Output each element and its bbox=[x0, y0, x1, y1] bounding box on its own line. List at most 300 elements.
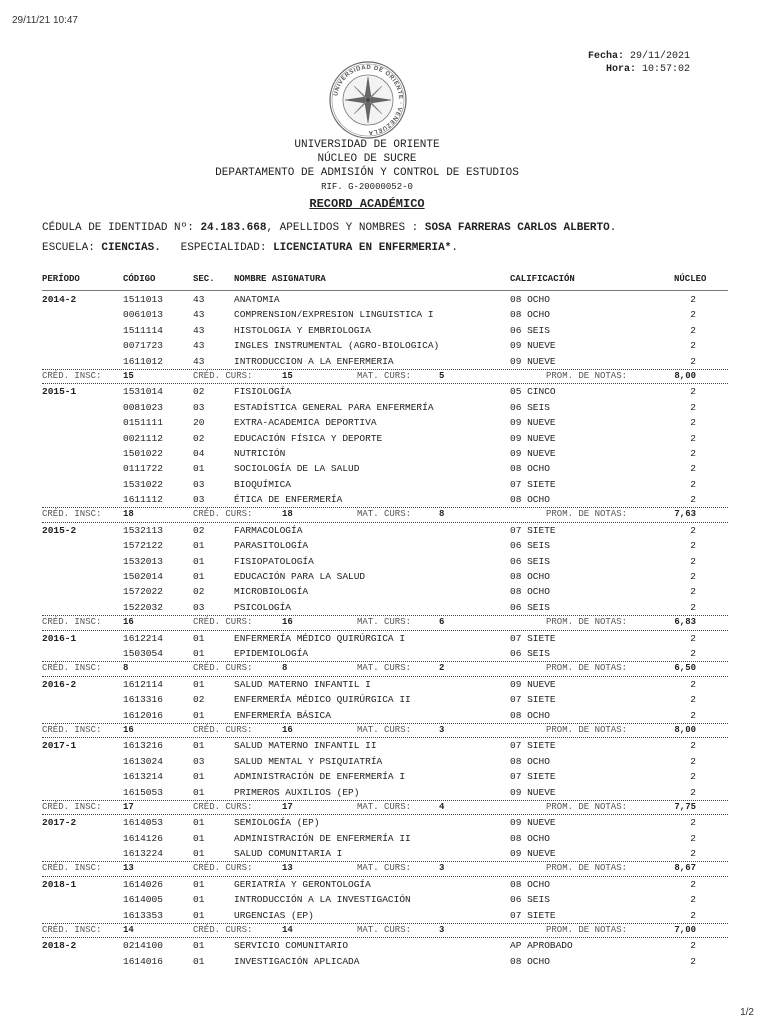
course-name-cell: ENFERMERÍA MÉDICO QUIRÚRGICA I bbox=[234, 632, 406, 644]
grade-cell: 09 NUEVE bbox=[510, 848, 556, 860]
course-name-cell: MICROBIOLOGÍA bbox=[234, 586, 309, 598]
cred-insc-value: 16 bbox=[123, 724, 134, 735]
table-row bbox=[42, 738, 728, 753]
code-cell: 1614005 bbox=[123, 894, 163, 906]
grade-cell: 06 SEIS bbox=[510, 894, 550, 906]
period-cell: 2017-1 bbox=[42, 740, 77, 752]
course-name-cell: GERIATRÍA Y GERONTOLOGÍA bbox=[234, 878, 371, 890]
section-cell: 43 bbox=[193, 309, 205, 321]
table-row bbox=[42, 584, 728, 599]
campus-cell: 2 bbox=[690, 832, 696, 844]
course-name-cell: SALUD COMUNITARIA I bbox=[234, 848, 343, 860]
average-value: 6,50 bbox=[674, 663, 696, 674]
campus-cell: 2 bbox=[690, 786, 696, 798]
period-cell: 2018-2 bbox=[42, 940, 77, 952]
section-cell: 01 bbox=[193, 771, 205, 783]
cred-curs-value: 14 bbox=[282, 925, 293, 936]
section-cell: 03 bbox=[193, 601, 205, 613]
id-label: CÉDULA DE IDENTIDAD Nº: bbox=[42, 222, 201, 234]
cred-insc-value: 16 bbox=[123, 617, 134, 628]
specialty-value: LICENCIATURA EN ENFERMERIA* bbox=[273, 242, 452, 254]
code-cell: 0071723 bbox=[123, 340, 163, 352]
campus-cell: 2 bbox=[690, 478, 696, 490]
period-cell: 2014-2 bbox=[42, 294, 77, 305]
hora-label: Hora: bbox=[605, 64, 636, 75]
course-name-cell: EXTRA-ACADEMICA DEPORTIVA bbox=[234, 417, 377, 429]
cred-curs-label: CRÉD. CURS: bbox=[193, 509, 253, 520]
table-row bbox=[42, 446, 728, 461]
grade-cell: 08 OCHO bbox=[510, 955, 550, 967]
code-cell: 1572122 bbox=[123, 540, 163, 552]
cred-insc-label: CRÉD. INSC: bbox=[42, 801, 102, 812]
cred-insc-label: CRÉD. INSC: bbox=[42, 617, 102, 628]
campus-cell: 2 bbox=[690, 771, 696, 783]
cred-curs-label: CRÉD. CURS: bbox=[193, 663, 253, 674]
seal-text: UNIVERSIDAD DE ORIENTE · VENEZUELA bbox=[333, 64, 404, 136]
table-row bbox=[42, 708, 728, 723]
code-cell: 1614053 bbox=[123, 817, 163, 829]
code-cell: 1572022 bbox=[123, 586, 163, 598]
table-row bbox=[42, 415, 728, 430]
campus-cell: 2 bbox=[690, 940, 696, 952]
campus-cell: 2 bbox=[690, 740, 696, 752]
campus-cell: 2 bbox=[690, 755, 696, 767]
average-label: PROM. DE NOTAS: bbox=[546, 724, 628, 735]
grade-cell: 09 NUEVE bbox=[510, 340, 556, 352]
grade-cell: 07 SIETE bbox=[510, 524, 556, 536]
cred-curs-value: 16 bbox=[282, 617, 293, 628]
course-name-cell: SALUD MENTAL Y PSIQUIATRÍA bbox=[234, 755, 383, 767]
mat-curs-label: MAT. CURS: bbox=[357, 724, 412, 735]
table-row bbox=[42, 338, 728, 353]
course-name-cell: EDUCACIÓN PARA LA SALUD bbox=[234, 571, 366, 583]
section-cell: 02 bbox=[193, 386, 205, 398]
code-cell: 1532013 bbox=[123, 555, 163, 567]
campus-cell: 2 bbox=[690, 555, 696, 567]
average-label: PROM. DE NOTAS: bbox=[546, 663, 628, 674]
code-cell: 0061013 bbox=[123, 309, 163, 321]
header-nucleo: NÚCLEO bbox=[674, 274, 707, 284]
cred-insc-label: CRÉD. INSC: bbox=[42, 724, 102, 735]
course-name-cell: SERVICIO COMUNITARIO bbox=[234, 940, 349, 952]
course-name-cell: SALUD MATERNO INFANTIL I bbox=[234, 678, 371, 690]
section-cell: 01 bbox=[193, 740, 205, 752]
average-value: 8,67 bbox=[674, 863, 696, 874]
period-cell: 2017-2 bbox=[42, 817, 77, 829]
section-cell: 01 bbox=[193, 909, 205, 921]
cred-insc-label: CRÉD. INSC: bbox=[42, 863, 102, 874]
name-value: SOSA FARRERAS CARLOS ALBERTO bbox=[424, 222, 610, 234]
section-cell: 03 bbox=[193, 494, 205, 506]
course-name-cell: INGLES INSTRUMENTAL (AGRO-BIOLOGICA) bbox=[234, 340, 440, 352]
specialty-label: ESPECIALIDAD: bbox=[180, 242, 274, 254]
section-cell: 43 bbox=[193, 294, 205, 305]
grade-cell: 06 SEIS bbox=[510, 540, 550, 552]
code-cell: 0111722 bbox=[123, 463, 163, 475]
cred-insc-label: CRÉD. INSC: bbox=[42, 370, 102, 381]
institution-header bbox=[0, 138, 734, 194]
table-row bbox=[42, 600, 728, 615]
grade-cell: 08 OCHO bbox=[510, 463, 550, 475]
header-codigo: CÓDIGO bbox=[123, 274, 156, 284]
grade-cell: 06 SEIS bbox=[510, 601, 550, 613]
campus-cell: 2 bbox=[690, 432, 696, 444]
course-name-cell: INVESTIGACIÓN APLICADA bbox=[234, 955, 360, 967]
section-cell: 03 bbox=[193, 401, 205, 413]
code-cell: 0021112 bbox=[123, 432, 163, 444]
grade-cell: AP APROBADO bbox=[510, 940, 573, 952]
table-row bbox=[42, 554, 728, 569]
campus-cell: 2 bbox=[690, 601, 696, 613]
mat-curs-value: 8 bbox=[439, 509, 445, 520]
code-cell: 1613224 bbox=[123, 848, 163, 860]
term-summary-row bbox=[42, 507, 728, 522]
cred-curs-label: CRÉD. CURS: bbox=[193, 724, 253, 735]
table-row bbox=[42, 400, 728, 415]
course-name-cell: SOCIOLOGÍA DE LA SALUD bbox=[234, 463, 360, 475]
student-identity-line: CÉDULA DE IDENTIDAD Nº: 24.183.668, APELLIDOS Y NOMBRES : SOSA FARRERAS CARLOS ALBERTO. bbox=[42, 222, 617, 234]
table-row bbox=[42, 646, 728, 661]
section-cell: 02 bbox=[193, 694, 205, 706]
mat-curs-value: 4 bbox=[439, 801, 445, 812]
table-row bbox=[42, 677, 728, 692]
table-row bbox=[42, 492, 728, 507]
mat-curs-label: MAT. CURS: bbox=[357, 801, 412, 812]
period-cell: 2016-2 bbox=[42, 678, 77, 690]
code-cell: 1611112 bbox=[123, 494, 163, 506]
campus-cell: 2 bbox=[690, 571, 696, 583]
campus-cell: 2 bbox=[690, 647, 696, 659]
grades-table bbox=[42, 292, 728, 969]
course-name-cell: COMPRENSION/EXPRESION LINGUISTICA I bbox=[234, 309, 434, 321]
section-cell: 01 bbox=[193, 894, 205, 906]
section-cell: 01 bbox=[193, 940, 205, 952]
campus-cell: 2 bbox=[690, 817, 696, 829]
course-name-cell: SEMIOLOGÍA (EP) bbox=[234, 817, 320, 829]
average-label: PROM. DE NOTAS: bbox=[546, 370, 628, 381]
campus-cell: 2 bbox=[690, 678, 696, 690]
section-cell: 43 bbox=[193, 355, 205, 367]
average-label: PROM. DE NOTAS: bbox=[546, 617, 628, 628]
grade-cell: 09 NUEVE bbox=[510, 447, 556, 459]
table-row bbox=[42, 323, 728, 338]
code-cell: 1502014 bbox=[123, 571, 163, 583]
period-cell: 2015-1 bbox=[42, 386, 77, 398]
grade-cell: 09 NUEVE bbox=[510, 432, 556, 444]
campus-cell: 2 bbox=[690, 294, 696, 305]
grade-cell: 07 SIETE bbox=[510, 909, 556, 921]
average-value: 6,83 bbox=[674, 617, 696, 628]
average-value: 7,00 bbox=[674, 925, 696, 936]
course-name-cell: FISIOPATOLOGÍA bbox=[234, 555, 314, 567]
campus-cell: 2 bbox=[690, 401, 696, 413]
section-cell: 01 bbox=[193, 571, 205, 583]
term-summary-row bbox=[42, 369, 728, 384]
term-summary-row bbox=[42, 615, 728, 630]
section-cell: 04 bbox=[193, 447, 205, 459]
term-summary-row bbox=[42, 923, 728, 938]
code-cell: 1614126 bbox=[123, 832, 163, 844]
section-cell: 01 bbox=[193, 678, 205, 690]
table-row bbox=[42, 908, 728, 923]
campus-cell: 2 bbox=[690, 894, 696, 906]
section-cell: 01 bbox=[193, 709, 205, 721]
code-cell: 1613353 bbox=[123, 909, 163, 921]
cred-curs-label: CRÉD. CURS: bbox=[193, 801, 253, 812]
course-name-cell: PSICOLOGÍA bbox=[234, 601, 292, 613]
name-label: , APELLIDOS Y NOMBRES : bbox=[266, 222, 425, 234]
mat-curs-value: 3 bbox=[439, 925, 445, 936]
table-row bbox=[42, 523, 728, 538]
grade-cell: 06 SEIS bbox=[510, 555, 550, 567]
date-time-block bbox=[588, 50, 690, 76]
cred-insc-label: CRÉD. INSC: bbox=[42, 509, 102, 520]
cred-curs-value: 17 bbox=[282, 801, 293, 812]
table-row bbox=[42, 769, 728, 784]
section-cell: 01 bbox=[193, 878, 205, 890]
course-name-cell: INTRODUCCIÓN A LA INVESTIGACIÓN bbox=[234, 894, 411, 906]
campus-cell: 2 bbox=[690, 848, 696, 860]
header-sec: SEC. bbox=[193, 274, 215, 284]
table-row bbox=[42, 384, 728, 399]
average-label: PROM. DE NOTAS: bbox=[546, 863, 628, 874]
course-name-cell: NUTRICIÓN bbox=[234, 447, 286, 459]
cred-insc-value: 8 bbox=[123, 663, 129, 674]
table-row bbox=[42, 569, 728, 584]
grade-cell: 08 OCHO bbox=[510, 709, 550, 721]
code-cell: 0081023 bbox=[123, 401, 163, 413]
code-cell: 1531022 bbox=[123, 478, 163, 490]
average-value: 8,00 bbox=[674, 370, 696, 381]
course-name-cell: URGENCIAS (EP) bbox=[234, 909, 314, 921]
table-row bbox=[42, 431, 728, 446]
code-cell: 1522032 bbox=[123, 601, 163, 613]
grade-cell: 07 SIETE bbox=[510, 771, 556, 783]
course-name-cell: ADMINISTRACIÓN DE ENFERMERÍA I bbox=[234, 771, 406, 783]
cred-insc-label: CRÉD. INSC: bbox=[42, 663, 102, 674]
hora-value: 10:57:02 bbox=[641, 64, 690, 75]
section-cell: 02 bbox=[193, 432, 205, 444]
grade-cell: 09 NUEVE bbox=[510, 417, 556, 429]
average-value: 8,00 bbox=[674, 724, 696, 735]
grade-cell: 09 NUEVE bbox=[510, 786, 556, 798]
table-row bbox=[42, 846, 728, 861]
grade-cell: 06 SEIS bbox=[510, 401, 550, 413]
course-name-cell: ADMINISTRACIÓN DE ENFERMERÍA II bbox=[234, 832, 411, 844]
code-cell: 1613024 bbox=[123, 755, 163, 767]
code-cell: 1501022 bbox=[123, 447, 163, 459]
campus-cell: 2 bbox=[690, 909, 696, 921]
cred-curs-value: 13 bbox=[282, 863, 293, 874]
grade-cell: 07 SIETE bbox=[510, 478, 556, 490]
code-cell: 1612016 bbox=[123, 709, 163, 721]
campus-cell: 2 bbox=[690, 694, 696, 706]
grade-cell: 08 OCHO bbox=[510, 878, 550, 890]
cred-curs-value: 18 bbox=[282, 509, 293, 520]
mat-curs-value: 6 bbox=[439, 617, 445, 628]
course-name-cell: EPIDEMIOLOGÍA bbox=[234, 647, 309, 659]
campus-cell: 2 bbox=[690, 386, 696, 398]
period-cell: 2018-1 bbox=[42, 878, 77, 890]
grade-cell: 09 NUEVE bbox=[510, 678, 556, 690]
table-row bbox=[42, 954, 728, 969]
department-name: DEPARTAMENTO DE ADMISIÓN Y CONTROL DE ESTUDIOS bbox=[215, 167, 519, 179]
grade-cell: 08 OCHO bbox=[510, 586, 550, 598]
campus-cell: 2 bbox=[690, 417, 696, 429]
mat-curs-label: MAT. CURS: bbox=[357, 509, 412, 520]
code-cell: 1613316 bbox=[123, 694, 163, 706]
grade-cell: 05 CINCO bbox=[510, 386, 556, 398]
table-header bbox=[42, 272, 728, 291]
period-cell: 2016-1 bbox=[42, 632, 77, 644]
term-summary-row bbox=[42, 800, 728, 815]
section-cell: 01 bbox=[193, 555, 205, 567]
id-value: 24.183.668 bbox=[200, 222, 267, 234]
table-row bbox=[42, 461, 728, 476]
grade-cell: 08 OCHO bbox=[510, 571, 550, 583]
fecha-value: 29/11/2021 bbox=[629, 51, 690, 62]
average-label: PROM. DE NOTAS: bbox=[546, 509, 628, 520]
page-number: 1/2 bbox=[740, 1007, 754, 1018]
table-row bbox=[42, 354, 728, 369]
code-cell: 0151111 bbox=[123, 417, 163, 429]
grade-cell: 09 NUEVE bbox=[510, 355, 556, 367]
section-cell: 01 bbox=[193, 632, 205, 644]
code-cell: 1612214 bbox=[123, 632, 163, 644]
campus-cell: 2 bbox=[690, 355, 696, 367]
code-cell: 1511013 bbox=[123, 294, 163, 305]
code-cell: 1531014 bbox=[123, 386, 163, 398]
term-summary-row bbox=[42, 661, 728, 676]
table-row bbox=[42, 292, 728, 307]
cred-curs-value: 16 bbox=[282, 724, 293, 735]
term-summary-row bbox=[42, 861, 728, 876]
section-cell: 03 bbox=[193, 755, 205, 767]
campus-cell: 2 bbox=[690, 340, 696, 352]
campus-cell: 2 bbox=[690, 447, 696, 459]
header-nombre: NOMBRE ASIGNATURA bbox=[234, 274, 326, 284]
cred-insc-value: 14 bbox=[123, 925, 134, 936]
cred-insc-value: 13 bbox=[123, 863, 134, 874]
section-cell: 02 bbox=[193, 524, 205, 536]
grade-cell: 08 OCHO bbox=[510, 755, 550, 767]
table-row bbox=[42, 692, 728, 707]
section-cell: 43 bbox=[193, 324, 205, 336]
course-name-cell: EDUCACIÓN FÍSICA Y DEPORTE bbox=[234, 432, 383, 444]
table-row bbox=[42, 477, 728, 492]
table-row bbox=[42, 785, 728, 800]
section-cell: 20 bbox=[193, 417, 205, 429]
average-value: 7,63 bbox=[674, 509, 696, 520]
campus-name: NÚCLEO DE SUCRE bbox=[317, 153, 417, 165]
grade-cell: 07 SIETE bbox=[510, 632, 556, 644]
section-cell: 01 bbox=[193, 647, 205, 659]
school-value: CIENCIAS. bbox=[101, 242, 161, 254]
campus-cell: 2 bbox=[690, 955, 696, 967]
campus-cell: 2 bbox=[690, 709, 696, 721]
cred-insc-value: 15 bbox=[123, 370, 134, 381]
school-line: ESCUELA: CIENCIAS. ESPECIALIDAD: LICENCIATURA EN ENFERMERIA*. bbox=[42, 242, 458, 254]
campus-cell: 2 bbox=[690, 540, 696, 552]
grade-cell: 06 SEIS bbox=[510, 324, 550, 336]
campus-cell: 2 bbox=[690, 324, 696, 336]
table-row bbox=[42, 938, 728, 953]
section-cell: 01 bbox=[193, 463, 205, 475]
period-cell: 2015-2 bbox=[42, 524, 77, 536]
mat-curs-value: 3 bbox=[439, 863, 445, 874]
section-cell: 01 bbox=[193, 817, 205, 829]
mat-curs-label: MAT. CURS: bbox=[357, 863, 412, 874]
campus-cell: 2 bbox=[690, 586, 696, 598]
term-summary-row bbox=[42, 723, 728, 738]
section-cell: 02 bbox=[193, 586, 205, 598]
grade-cell: 08 OCHO bbox=[510, 832, 550, 844]
code-cell: 1511114 bbox=[123, 324, 163, 336]
campus-cell: 2 bbox=[690, 524, 696, 536]
table-row bbox=[42, 307, 728, 322]
code-cell: 1614016 bbox=[123, 955, 163, 967]
cred-curs-label: CRÉD. CURS: bbox=[193, 925, 253, 936]
average-label: PROM. DE NOTAS: bbox=[546, 801, 628, 812]
code-cell: 1614026 bbox=[123, 878, 163, 890]
cred-insc-label: CRÉD. INSC: bbox=[42, 925, 102, 936]
code-cell: 0214100 bbox=[123, 940, 163, 952]
course-name-cell: HISTOLOGIA Y EMBRIOLOGIA bbox=[234, 324, 371, 336]
course-name-cell: FISIOLOGÍA bbox=[234, 386, 292, 398]
mat-curs-label: MAT. CURS: bbox=[357, 617, 412, 628]
cred-curs-value: 15 bbox=[282, 370, 293, 381]
mat-curs-label: MAT. CURS: bbox=[357, 663, 412, 674]
course-name-cell: ANATOMIA bbox=[234, 294, 280, 305]
course-name-cell: PARASITOLOGÍA bbox=[234, 540, 309, 552]
mat-curs-label: MAT. CURS: bbox=[357, 370, 412, 381]
header-periodo: PERÍODO bbox=[42, 274, 80, 284]
mat-curs-value: 5 bbox=[439, 370, 445, 381]
grade-cell: 08 OCHO bbox=[510, 309, 550, 321]
document-title: RECORD ACADÉMICO bbox=[309, 197, 425, 211]
course-name-cell: INTRODUCCION A LA ENFERMERIA bbox=[234, 355, 394, 367]
grade-cell: 07 SIETE bbox=[510, 740, 556, 752]
course-name-cell: ENFERMERÍA BÁSICA bbox=[234, 709, 331, 721]
section-cell: 01 bbox=[193, 832, 205, 844]
course-name-cell: FARMACOLOGÍA bbox=[234, 524, 303, 536]
cred-insc-value: 17 bbox=[123, 801, 134, 812]
table-row bbox=[42, 538, 728, 553]
section-cell: 01 bbox=[193, 540, 205, 552]
mat-curs-value: 2 bbox=[439, 663, 445, 674]
code-cell: 1612114 bbox=[123, 678, 163, 690]
code-cell: 1532113 bbox=[123, 524, 163, 536]
section-cell: 01 bbox=[193, 955, 205, 967]
grade-cell: 08 OCHO bbox=[510, 294, 550, 305]
mat-curs-label: MAT. CURS: bbox=[357, 925, 412, 936]
average-value: 7,75 bbox=[674, 801, 696, 812]
grade-cell: 09 NUEVE bbox=[510, 817, 556, 829]
campus-cell: 2 bbox=[690, 494, 696, 506]
course-name-cell: SALUD MATERNO INFANTIL II bbox=[234, 740, 377, 752]
course-name-cell: ÉTICA DE ENFERMERÍA bbox=[234, 494, 343, 506]
code-cell: 1613214 bbox=[123, 771, 163, 783]
average-label: PROM. DE NOTAS: bbox=[546, 925, 628, 936]
campus-cell: 2 bbox=[690, 463, 696, 475]
campus-cell: 2 bbox=[690, 632, 696, 644]
cred-curs-label: CRÉD. CURS: bbox=[193, 370, 253, 381]
table-row bbox=[42, 631, 728, 646]
university-name: UNIVERSIDAD DE ORIENTE bbox=[294, 139, 440, 151]
print-datetime: 29/11/21 10:47 bbox=[12, 15, 78, 26]
table-row bbox=[42, 831, 728, 846]
school-label: ESCUELA: bbox=[42, 242, 102, 254]
